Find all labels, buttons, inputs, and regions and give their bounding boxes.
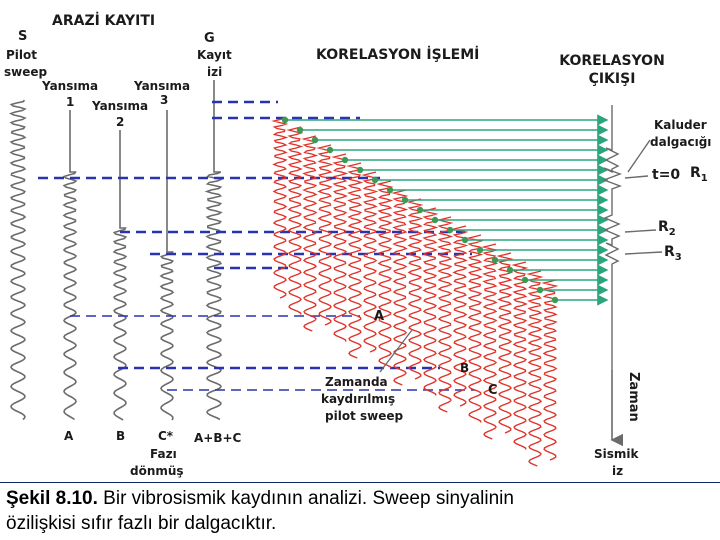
label-b-mid: B: [460, 361, 470, 375]
label-shifted-1: Zamanda: [325, 375, 388, 389]
label-sismik-2: iz: [612, 464, 624, 478]
correlation-dot: [537, 287, 543, 293]
shifted-sweep-wavelet: [394, 190, 406, 385]
shifted-sweep-wavelet: [304, 136, 316, 331]
correlation-output-title-2: ÇIKIŞI: [588, 71, 636, 87]
label-shifted-2: kaydırılmış: [321, 392, 396, 406]
label-yansima-2: Yansıma: [92, 99, 149, 113]
correlation-output-title-1: KORELASYON: [559, 53, 665, 69]
reflection-3-trace: [161, 110, 173, 420]
seismic-output-trace: [604, 105, 620, 370]
figure-caption: [0, 482, 720, 540]
shifted-sweep-wavelet: [349, 163, 361, 358]
r2-pointer-arrow: [625, 230, 656, 232]
correlation-dot: [462, 237, 468, 243]
t0-pointer-arrow: [625, 176, 648, 178]
label-zaman: Zaman: [626, 372, 641, 422]
label-r1: $R_1$: [690, 165, 708, 184]
label-sweep: sweep: [4, 65, 48, 79]
label-a-bottom: A: [64, 429, 74, 443]
label-fazi-2: dönmüş: [130, 464, 184, 478]
correlation-dot: [447, 227, 453, 233]
shifted-sweep-wavelet: [499, 253, 511, 433]
label-c-mid: C: [488, 383, 498, 398]
shifted-sweep-wavelet: [484, 244, 496, 439]
correlation-dot: [327, 147, 333, 153]
correlation-dot: [552, 297, 558, 303]
label-yansima-2-num: 2: [116, 115, 125, 129]
reflection-2-trace: [114, 130, 126, 420]
correlation-dot: [387, 187, 393, 193]
r3-pointer-arrow: [625, 252, 662, 254]
label-r3: $R_3$: [664, 244, 682, 263]
correlation-dot: [357, 167, 363, 173]
correlation-process-title: KORELASYON İŞLEMİ: [316, 47, 480, 63]
correlation-dot: [402, 197, 408, 203]
label-yansima-1: Yansıma: [42, 79, 99, 93]
label-klauder-2: dalgacığı: [650, 135, 712, 149]
shifted-sweep-wavelet: [274, 118, 286, 298]
correlation-dot: [282, 117, 288, 123]
shifted-sweep-wavelet: [469, 235, 481, 423]
field-record-title: ARAZİ KAYITI: [52, 13, 156, 29]
label-a-mid: A: [374, 309, 385, 324]
shifted-sweep-wavelet: [529, 271, 541, 466]
label-shifted-3: pilot sweep: [325, 409, 404, 423]
caption-figure-number: Şekil 8.10.: [6, 488, 98, 509]
shifted-sweep-wavelet: [364, 172, 376, 352]
correlation-dot: [297, 127, 303, 133]
label-sismik-1: Sismik: [594, 447, 639, 461]
label-b-bottom: B: [116, 429, 126, 443]
label-s: S: [18, 29, 28, 44]
correlation-dot: [312, 137, 318, 143]
pilot-sweep-trace: [11, 100, 25, 420]
correlation-dot: [507, 267, 513, 273]
label-abc-bottom: A+B+C: [194, 431, 242, 445]
correlation-dot: [342, 157, 348, 163]
label-r2: $R_2$: [658, 219, 676, 238]
shifted-sweep-wavelet: [514, 262, 526, 450]
correlation-dot: [492, 257, 498, 263]
caption-text-line1: Bir vibrosismik kaydının analizi. Sweep sinyalinin: [97, 488, 514, 509]
shifted-sweep-wavelet: [544, 280, 556, 460]
label-t0: t=0: [652, 167, 681, 183]
shifted-sweep-wavelet: [334, 154, 346, 342]
label-g: G: [204, 31, 215, 46]
label-yansima-3: Yansıma: [134, 79, 191, 93]
shifted-sweep-wavelet: [379, 181, 391, 369]
label-izi: izi: [207, 65, 223, 79]
label-yansima-1-num: 1: [66, 95, 75, 109]
label-yansima-3-num: 3: [160, 93, 169, 107]
correlation-output-trace: [604, 105, 620, 440]
label-pilot: Pilot: [6, 48, 38, 62]
correlation-dot: [372, 177, 378, 183]
shifted-sweep-wavelet: [439, 217, 451, 412]
label-c-star-bottom: C*: [158, 429, 174, 443]
shifted-sweep-wavelet: [289, 127, 301, 315]
label-klauder-1: Kaluder: [654, 118, 707, 132]
correlation-dot: [477, 247, 483, 253]
label-fazi-1: Fazı: [150, 447, 177, 461]
correlation-dot: [417, 207, 423, 213]
shifted-sweep-wavelet: [319, 145, 331, 325]
caption-text-line2: özilişkisi sıfır fazlı bir dalgacıktır.: [6, 513, 277, 534]
correlation-dot: [522, 277, 528, 283]
label-kayit: Kayıt: [197, 48, 232, 62]
shifted-sweep-wavelet: [409, 199, 421, 379]
correlation-dot: [432, 217, 438, 223]
klauder-pointer-arrow: [628, 140, 650, 172]
reflection-1-trace: [64, 110, 76, 420]
